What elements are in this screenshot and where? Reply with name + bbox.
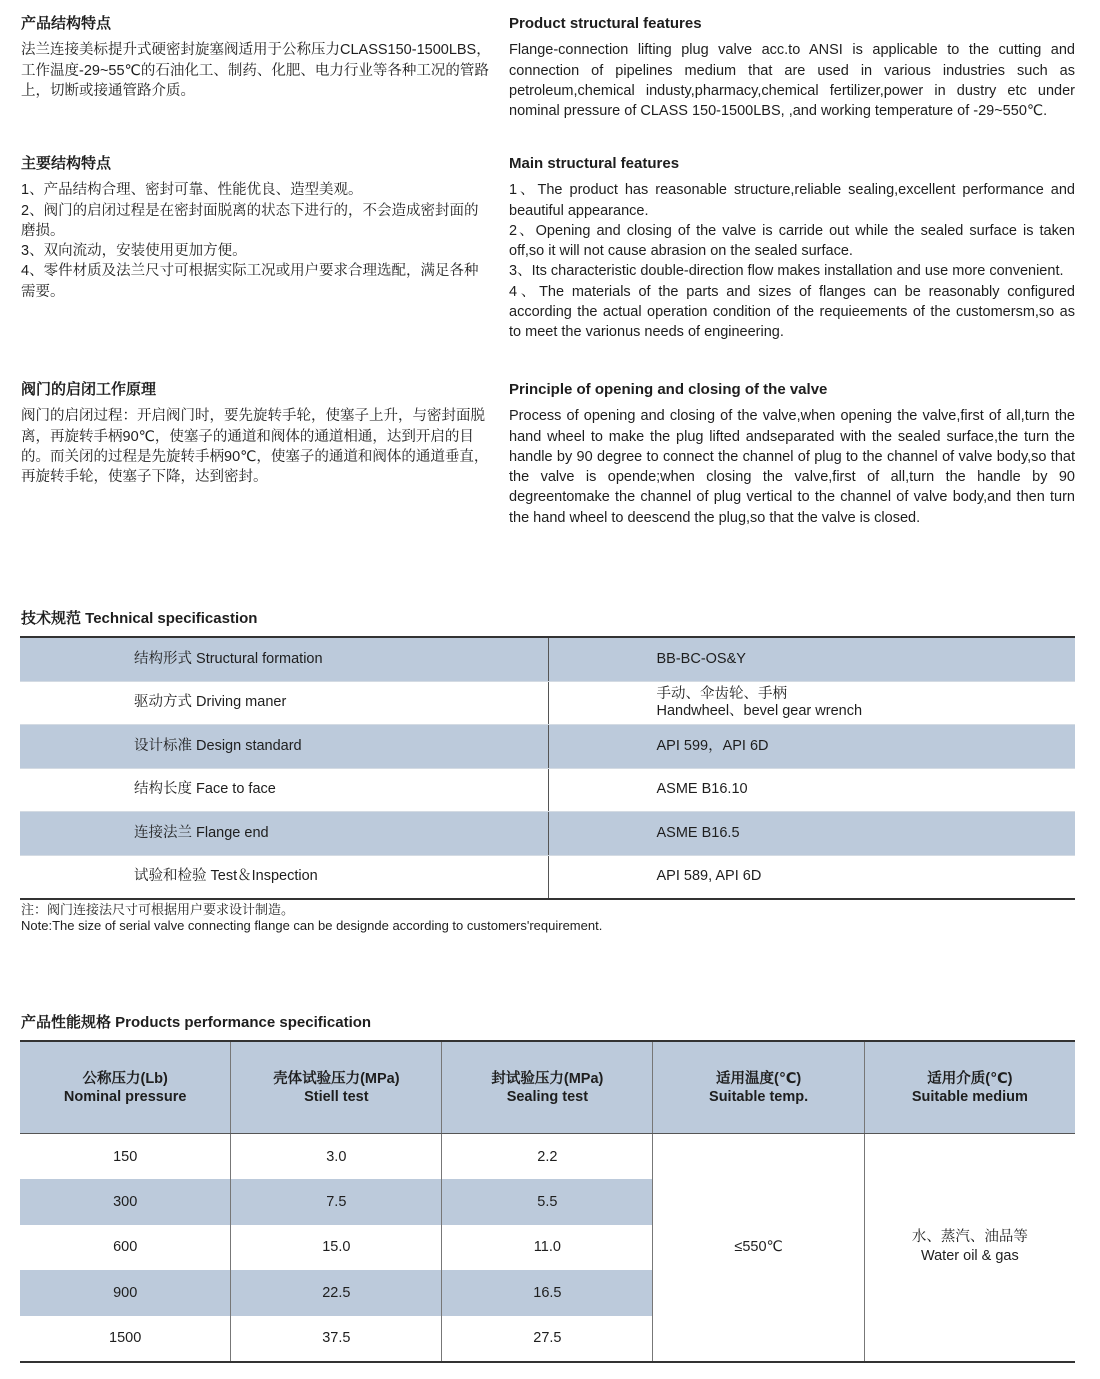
spec-key: 试验和检验 Test＆Inspection bbox=[20, 855, 548, 899]
spec-value bbox=[548, 812, 1075, 856]
table-row bbox=[20, 812, 1075, 856]
spec-value-text: 手动、伞齿轮、手柄 bbox=[656, 685, 787, 702]
table-row bbox=[20, 855, 1075, 899]
tech-spec-note bbox=[21, 902, 602, 934]
product-features-en-text: Flange-connection lifting plug valve acc.to ANSI is applicable to the cutting and connection of pipelines medium that are used in various industries such as petroleum,chemical industy,pharmacy,chemical fertilizer,power in dustry etc under nominal pressure of CLASS 150-1500LBS, ,and working temperature of -29~550℃. bbox=[509, 42, 1075, 120]
spec-key: 设计标准 Design standard bbox=[20, 725, 548, 769]
column-header: 公称压力(Lb) Nominal pressure bbox=[20, 1041, 231, 1134]
main-features-en-item: 2、Opening and closing of the valve is carride out while the sealed surface is taken off,so it will not cause abrasion on the sealed surface. bbox=[509, 222, 1075, 260]
spec-value bbox=[548, 681, 1075, 725]
table-row bbox=[20, 637, 1075, 681]
table-row bbox=[20, 1134, 1075, 1180]
note-en: Note:The size of serial valve connecting flange can be designde according to customers'requirement. bbox=[21, 918, 603, 933]
main-features-zh-item: 3、双向流动，安装使用更加方便。 bbox=[21, 243, 247, 260]
principle-zh bbox=[21, 380, 491, 487]
table-row bbox=[20, 681, 1075, 725]
medium-zh: 水、蒸汽、油品等 bbox=[911, 1229, 1028, 1246]
spec-value-text-en: Handwheel、bevel gear wrench bbox=[656, 702, 863, 719]
spec-value bbox=[548, 768, 1075, 812]
table-row bbox=[20, 768, 1075, 812]
pressure-cell: 300 bbox=[20, 1179, 231, 1224]
principle-en-text: Process of opening and closing of the valve,when opening the valve,first of all,turn the hand wheel to make the plug lifted andseparated with the sealed surface,the turn the handle by 90 degree to connect the channel of plug to the channel of valve body,so that the valve is opende;when closing the valve,first of all,turn the handle by 90 degreentomake the channel of plug vertical to the channel of valve body,and then turn the hand wheel to deescend the plug,so that the valve is closed. bbox=[509, 408, 1075, 526]
seal-test-cell: 16.5 bbox=[442, 1270, 653, 1315]
tech-spec-title: 技术规范 Technical specificastion bbox=[21, 610, 258, 627]
spec-key: 结构长度 Face to face bbox=[20, 768, 548, 812]
principle-en bbox=[509, 380, 1075, 528]
table-row bbox=[20, 725, 1075, 769]
main-features-zh bbox=[21, 154, 491, 302]
product-features-en bbox=[509, 14, 1075, 121]
seal-test-cell: 5.5 bbox=[442, 1179, 653, 1224]
principle-zh-heading: 阀门的启闭工作原理 bbox=[21, 381, 157, 398]
seal-test-cell: 2.2 bbox=[442, 1134, 653, 1180]
product-features-en-heading: Product structural features bbox=[509, 15, 702, 32]
spec-value-text: API 599，API 6D bbox=[656, 737, 769, 754]
shell-test-cell: 15.0 bbox=[231, 1225, 442, 1270]
spec-value-text: BB-BC-OS&Y bbox=[656, 650, 746, 667]
spec-value-text: API 589, API 6D bbox=[656, 868, 762, 885]
column-header: 适用温度(℃) Suitable temp. bbox=[653, 1041, 864, 1134]
spec-value bbox=[548, 637, 1075, 681]
pressure-cell: 900 bbox=[20, 1270, 231, 1315]
pressure-cell: 600 bbox=[113, 1239, 138, 1256]
shell-test-cell: 3.0 bbox=[231, 1134, 442, 1180]
main-features-zh-item: 1、产品结构合理、密封可靠、性能优良、造型美观。 bbox=[21, 182, 363, 199]
column-header: 封试验压力(MPa) Sealing test bbox=[442, 1041, 653, 1134]
table-header-row bbox=[20, 1041, 1075, 1134]
seal-test-cell: 11.0 bbox=[442, 1225, 653, 1270]
spec-value bbox=[548, 725, 1075, 769]
seal-test-cell: 27.5 bbox=[442, 1316, 653, 1362]
pressure-cell: 1500 bbox=[109, 1330, 142, 1347]
medium-cell bbox=[864, 1134, 1075, 1362]
main-features-en-item: 3、Its characteristic double-direction flow makes installation and use more convenient. bbox=[509, 263, 1064, 280]
shell-test-cell: 37.5 bbox=[231, 1316, 442, 1362]
shell-test-cell: 22.5 bbox=[231, 1270, 442, 1315]
perf-spec-table bbox=[20, 1040, 1075, 1363]
perf-spec-title: 产品性能规格 Products performance specification bbox=[21, 1014, 372, 1031]
column-header: 壳体试验压力(MPa) Stiell test bbox=[231, 1041, 442, 1134]
product-features-zh bbox=[21, 14, 491, 101]
main-features-zh-heading: 主要结构特点 bbox=[21, 155, 112, 172]
main-features-zh-item: 2、阀门的启闭过程是在密封面脱离的状态下进行的，不会造成密封面的磨损。 bbox=[21, 202, 479, 239]
shell-test-cell: 7.5 bbox=[231, 1179, 442, 1224]
product-features-zh-text: 法兰连接美标提升式硬密封旋塞阀适用于公称压力CLASS150-1500LBS，工作温度-29~55℃的石油化工、制药、化肥、电力行业等各种工况的管路上，切断或接通管路介质。 bbox=[21, 42, 491, 99]
tech-spec-table bbox=[20, 636, 1075, 900]
main-features-en-heading: Main structural features bbox=[509, 155, 680, 172]
note-zh: 注：阀门连接法尺寸可根据用户要求设计制造。 bbox=[21, 902, 295, 917]
main-features-en bbox=[509, 154, 1075, 343]
spec-key: 连接法兰 Flange end bbox=[20, 812, 548, 856]
principle-zh-text: 阀门的启闭过程：开启阀门时，要先旋转手轮，使塞子上升，与密封面脱离，再旋转手柄90℃，使塞子的通道和阀体的通道相通，达到开启的目的。而关闭的过程是先旋转手柄90℃，使塞子的通道和阀体的通道垂直，再旋转手轮，使塞子下降，达到密封。 bbox=[21, 408, 489, 486]
medium-en: Water oil & gas bbox=[920, 1248, 1019, 1265]
column-header: 适用介质(℃) Suitable medium bbox=[864, 1041, 1075, 1134]
product-features-zh-heading: 产品结构特点 bbox=[21, 15, 112, 32]
spec-value-text: ASME B16.5 bbox=[656, 824, 740, 841]
main-features-en-item: 4、The materials of the parts and sizes of flanges can be reasonably configured according the actual operation condition of the requieements of the customersm,so as to meet the varionus needs of engineering. bbox=[509, 283, 1075, 341]
principle-en-heading: Principle of opening and closing of the valve bbox=[509, 381, 828, 398]
pressure-cell: 150 bbox=[113, 1148, 138, 1165]
main-features-en-item: 1、The product has reasonable structure,reliable sealing,excellent performance and beautiful appearance. bbox=[509, 182, 1075, 219]
temp-cell: ≤550℃ bbox=[653, 1134, 864, 1362]
spec-key: 驱动方式 Driving maner bbox=[20, 681, 548, 725]
spec-key: 结构形式 Structural formation bbox=[20, 637, 548, 681]
main-features-zh-item: 4、零件材质及法兰尺寸可根据实际工况或用户要求合理选配，满足各种需要。 bbox=[21, 263, 479, 300]
spec-value-text: ASME B16.10 bbox=[656, 781, 748, 798]
spec-value bbox=[548, 855, 1075, 899]
